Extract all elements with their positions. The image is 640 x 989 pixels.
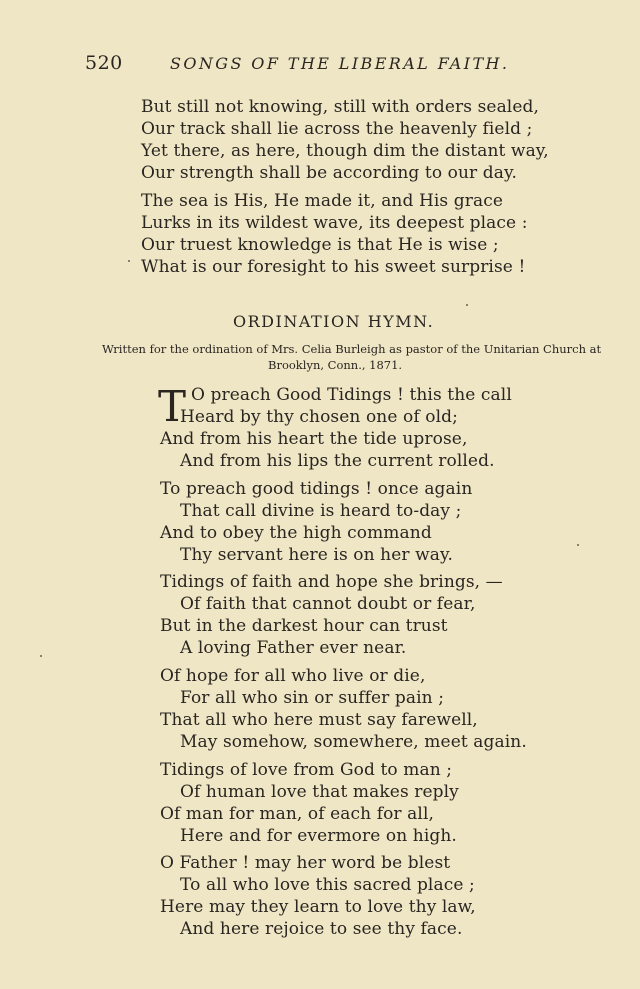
poem-line: Thy servant here is on her way. bbox=[180, 545, 453, 565]
hymn-subtitle-line: Brooklyn, Conn., 1871. bbox=[268, 358, 403, 372]
print-speck bbox=[466, 304, 468, 306]
poem-line: O preach Good Tidings ! this the call bbox=[191, 385, 512, 405]
poem-line: Here may they learn to love thy law, bbox=[160, 897, 476, 917]
poem-line: Our strength shall be according to our day. bbox=[141, 163, 517, 183]
poem-line: Of faith that cannot doubt or fear, bbox=[180, 594, 476, 614]
poem-line: The sea is His, He made it, and His grace bbox=[141, 191, 503, 211]
poem-line: May somehow, somewhere, meet again. bbox=[180, 732, 527, 752]
poem-line: A loving Father ever near. bbox=[180, 638, 407, 658]
poem-line: To preach good tidings ! once again bbox=[160, 479, 473, 499]
poem-line: Yet there, as here, though dim the distant way, bbox=[141, 141, 549, 161]
poem-line: O Father ! may her word be blest bbox=[160, 853, 451, 873]
poem-line: And from his lips the current rolled. bbox=[180, 451, 495, 471]
poem-line: Tidings of faith and hope she brings, — bbox=[160, 572, 503, 592]
poem-line: Heard by thy chosen one of old; bbox=[180, 407, 458, 427]
poem-line: To all who love this sacred place ; bbox=[180, 875, 475, 895]
hymn-title: ORDINATION HYMN. bbox=[233, 312, 435, 331]
print-speck bbox=[577, 544, 579, 546]
poem-line: Of human love that makes reply bbox=[180, 782, 459, 802]
hymn-subtitle-line: Written for the ordination of Mrs. Celia Burleigh as pastor of the Unitarian Church at bbox=[102, 342, 602, 356]
poem-line: Lurks in its wildest wave, its deepest place : bbox=[141, 213, 528, 233]
poem-line: And from his heart the tide uprose, bbox=[160, 429, 468, 449]
poem-line: That all who here must say farewell, bbox=[160, 710, 478, 730]
page-number: 520 bbox=[85, 52, 123, 74]
running-title: SONGS OF THE LIBERAL FAITH. bbox=[170, 54, 510, 73]
poem-line: Here and for evermore on high. bbox=[180, 826, 457, 846]
poem-line: But still not knowing, still with orders sealed, bbox=[141, 97, 539, 117]
running-head bbox=[0, 52, 640, 76]
drop-cap: T bbox=[158, 382, 187, 431]
print-speck bbox=[128, 260, 130, 262]
poem-line: Of man for man, of each for all, bbox=[160, 804, 434, 824]
poem-line: What is our foresight to his sweet surprise ! bbox=[141, 257, 526, 277]
poem-line: Tidings of love from God to man ; bbox=[160, 760, 453, 780]
poem-line: But in the darkest hour can trust bbox=[160, 616, 448, 636]
poem-line: Our track shall lie across the heavenly field ; bbox=[141, 119, 533, 139]
print-speck bbox=[40, 655, 42, 657]
poem-line: Of hope for all who live or die, bbox=[160, 666, 426, 686]
poem-line: And here rejoice to see thy face. bbox=[180, 919, 463, 939]
poem-line: That call divine is heard to-day ; bbox=[180, 501, 462, 521]
poem-line: Our truest knowledge is that He is wise ; bbox=[141, 235, 499, 255]
poem-line: And to obey the high command bbox=[160, 523, 432, 543]
poem-line: For all who sin or suffer pain ; bbox=[180, 688, 445, 708]
